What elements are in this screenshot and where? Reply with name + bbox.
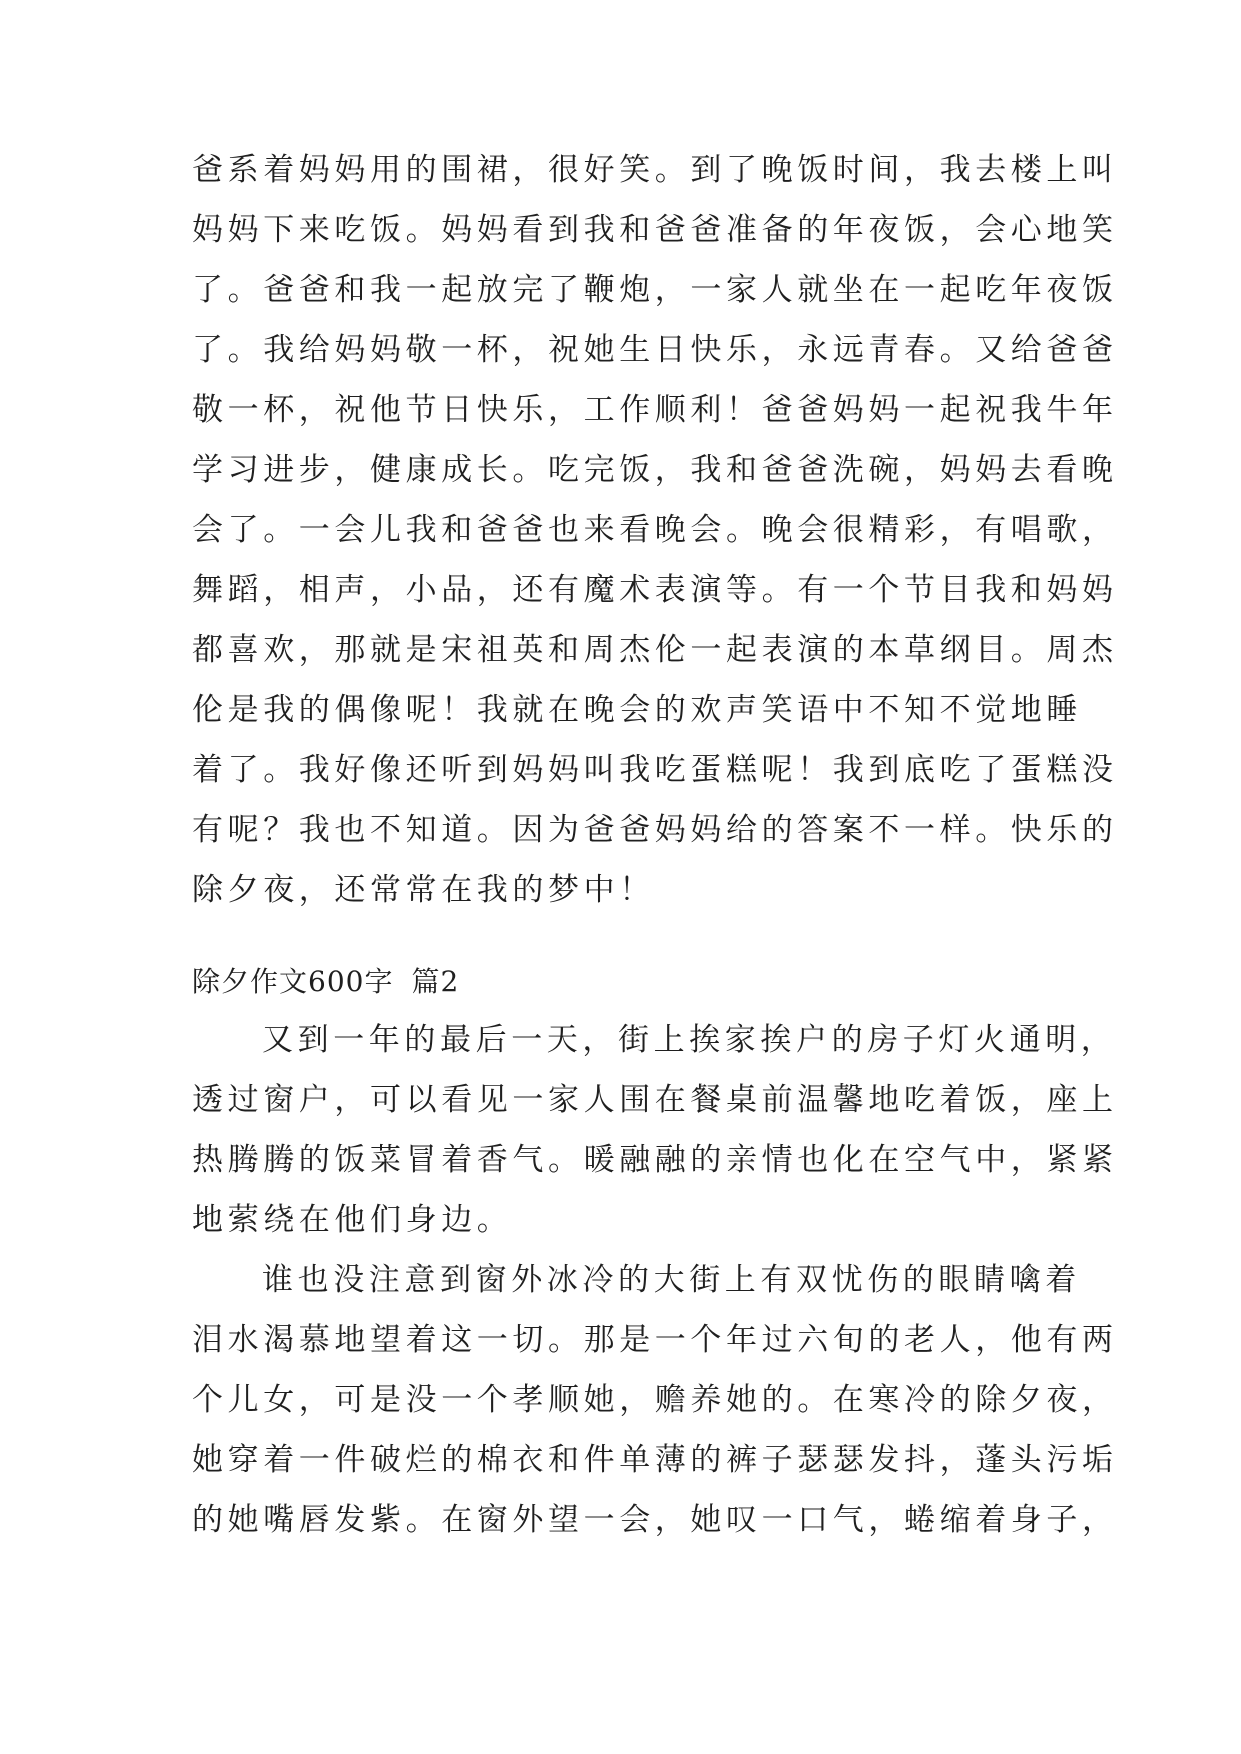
paragraph-line: 谁也没注意到窗外冰冷的大街上有双忧伤的眼睛噙着 (262, 1262, 1081, 1298)
paragraph-line: 了。爸爸和我一起放完了鞭炮，一家人就坐在一起吃年夜饭 (192, 272, 1118, 308)
paragraph-3 (192, 1250, 1118, 1550)
section-heading (192, 960, 459, 1000)
section-label: 篇2 (411, 965, 460, 998)
paragraph-line: 个儿女，可是没一个孝顺她，赡养她的。在寒冷的除夕夜， (192, 1382, 1118, 1418)
paragraph-line: 伦是我的偶像呢！我就在晚会的欢声笑语中不知不觉地睡 (192, 692, 1082, 728)
paragraph-line: 她穿着一件破烂的棉衣和件单薄的裤子瑟瑟发抖，蓬头污垢 (192, 1442, 1118, 1478)
paragraph-line: 透过窗户，可以看见一家人围在餐桌前温馨地吃着饭，座上 (192, 1082, 1118, 1118)
paragraph-line: 都喜欢，那就是宋祖英和周杰伦一起表演的本草纲目。周杰 (192, 632, 1118, 668)
paragraph-line: 除夕夜，还常常在我的梦中！ (192, 872, 655, 908)
paragraph-line: 会了。一会儿我和爸爸也来看晚会。晚会很精彩，有唱歌， (192, 512, 1118, 548)
paragraph-line: 学习进步，健康成长。吃完饭，我和爸爸洗碗，妈妈去看晚 (192, 452, 1118, 488)
paragraph-line: 着了。我好像还听到妈妈叫我吃蛋糕呢！我到底吃了蛋糕没 (192, 752, 1118, 788)
paragraph-line: 热腾腾的饭菜冒着香气。暖融融的亲情也化在空气中，紧紧 (192, 1142, 1118, 1178)
paragraph-line: 泪水渴慕地望着这一切。那是一个年过六旬的老人，他有两 (192, 1322, 1118, 1358)
section-title: 除夕作文600字 (192, 965, 394, 998)
paragraph-line: 敬一杯，祝他节日快乐，工作顺利！爸爸妈妈一起祝我牛年 (192, 392, 1118, 428)
paragraph-line: 地萦绕在他们身边。 (192, 1202, 513, 1238)
paragraph-line: 有呢？我也不知道。因为爸爸妈妈给的答案不一样。快乐的 (192, 812, 1118, 848)
paragraph-line: 舞蹈，相声，小品，还有魔术表演等。有一个节目我和妈妈 (192, 572, 1118, 608)
paragraph-2 (192, 1010, 1118, 1250)
paragraph-line: 的她嘴唇发紫。在窗外望一会，她叹一口气，蜷缩着身子， (192, 1502, 1118, 1538)
paragraph-line: 又到一年的最后一天，街上挨家挨户的房子灯火通明， (262, 1022, 1117, 1058)
paragraph-line: 妈妈下来吃饭。妈妈看到我和爸爸准备的年夜饭，会心地笑 (192, 212, 1118, 248)
paragraph-1 (192, 140, 1118, 920)
paragraph-line: 了。我给妈妈敬一杯，祝她生日快乐，永远青春。又给爸爸 (192, 332, 1118, 368)
paragraph-line: 爸系着妈妈用的围裙，很好笑。到了晚饭时间，我去楼上叫 (192, 152, 1118, 188)
